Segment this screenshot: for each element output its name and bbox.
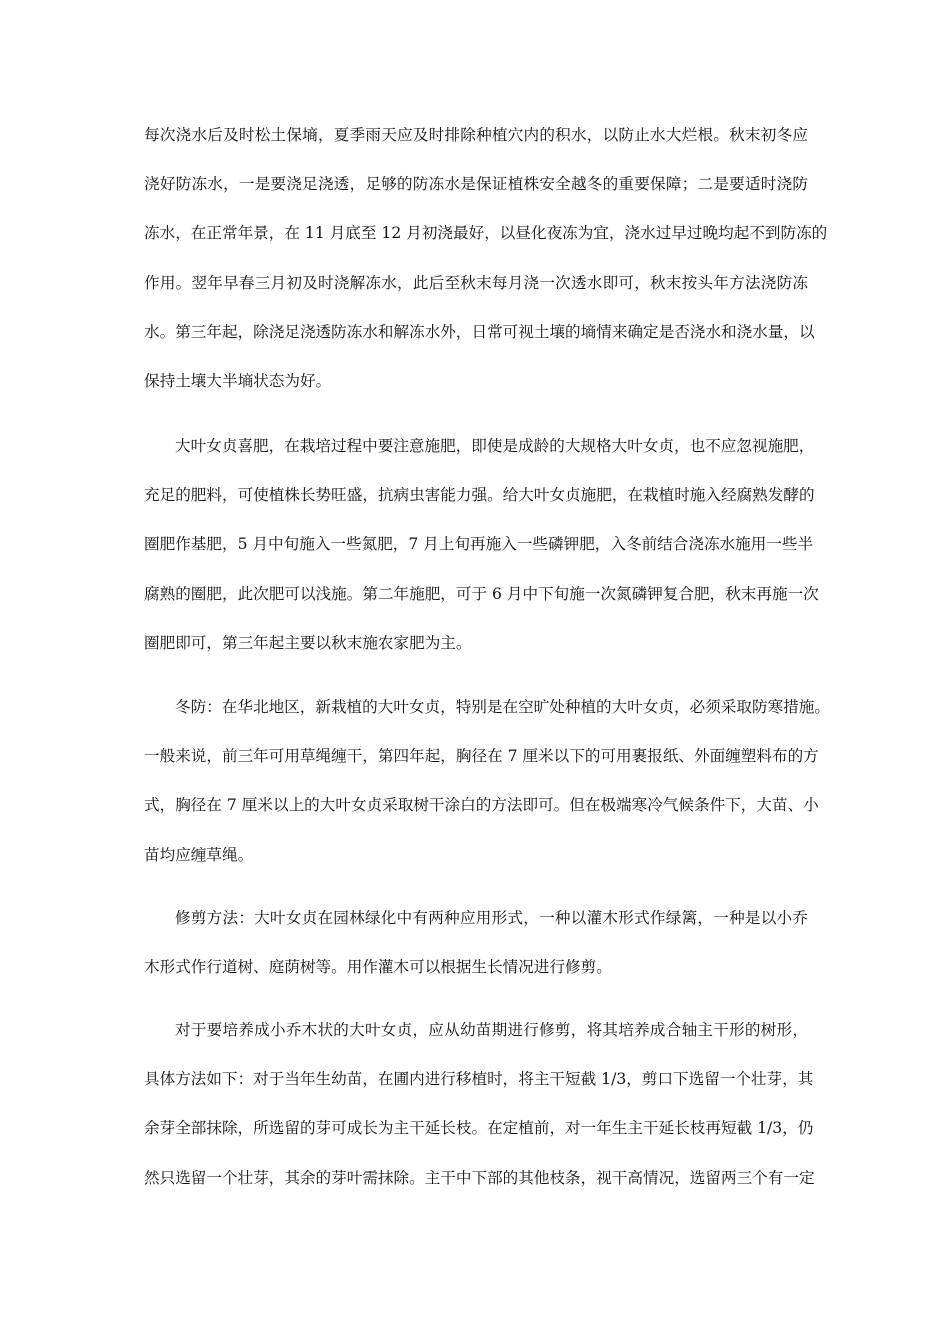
paragraph-line: 圈肥作基肥，5 月中旬施入一些氮肥，7 月上旬再施入一些磷钾肥，入冬前结合浇冻水施用一些半 bbox=[144, 535, 814, 554]
paragraph-watering bbox=[144, 111, 828, 406]
paragraph-line: 具体方法如下：对于当年生幼苗，在圃内进行移植时，将主干短截 1/3，剪口下选留一个壮芽，其 bbox=[144, 1070, 814, 1089]
paragraph-line: 余芽全部抹除，所选留的芽可成长为主干延长枝。在定植前，对一年生主干延长枝再短截 1/3，仍 bbox=[144, 1119, 814, 1138]
paragraph-line: 冬防：在华北地区，新栽植的大叶女贞，特别是在空旷处种植的大叶女贞，必须采取防寒措施。 bbox=[175, 698, 830, 716]
paragraph-line: 一般来说，前三年可用草绳缠干，第四年起，胸径在 7 厘米以下的可用裹报纸、外面缠塑料布的方 bbox=[144, 747, 819, 766]
paragraph-line: 苗均应缠草绳。 bbox=[144, 845, 254, 864]
paragraph-line: 充足的肥料，可使植株长势旺盛，抗病虫害能力强。给大叶女贞施肥，在栽植时施入经腐熟发酵的 bbox=[144, 486, 815, 505]
paragraph-winter-protection bbox=[144, 683, 830, 880]
paragraph-small-tree-pruning bbox=[144, 1006, 815, 1203]
paragraph-line: 每次浇水后及时松土保墒，夏季雨天应及时排除种植穴内的积水，以防止水大烂根。秋末初冬应 bbox=[144, 126, 808, 144]
paragraph-line: 式，胸径在 7 厘米以上的大叶女贞采取树干涂白的方法即可。但在极端寒冷气候条件下，大苗、小 bbox=[144, 796, 819, 815]
paragraph-line: 修剪方法：大叶女贞在园林绿化中有两种应用形式，一种以灌木形式作绿篱，一种是以小乔 bbox=[175, 909, 808, 927]
paragraph-line: 作用。翌年早春三月初及时浇解冻水，此后至秋末每月浇一次透水即可，秋末按头年方法浇防冻 bbox=[144, 273, 808, 292]
paragraph-line: 然只选留一个壮芽，其余的芽叶需抹除。主干中下部的其他枝条，视干高情况，选留两三个有一定 bbox=[144, 1168, 815, 1187]
paragraph-line: 木形式作行道树、庭荫树等。用作灌木可以根据生长情况进行修剪。 bbox=[144, 958, 612, 977]
paragraph-line: 水。第三年起，除浇足浇透防冻水和解冻水外，日常可视土壤的墒情来确定是否浇水和浇水量，以 bbox=[144, 322, 815, 341]
paragraph-fertilizing bbox=[144, 422, 819, 668]
paragraph-line: 冻水，在正常年景，在 11 月底至 12 月初浇最好，以昼化夜冻为宜，浇水过早过晚均起不到防冻的 bbox=[144, 224, 828, 243]
paragraph-line: 浇好防冻水，一是要浇足浇透，足够的防冻水是保证植株安全越冬的重要保障；二是要适时浇防 bbox=[144, 175, 808, 194]
paragraph-line: 对于要培养成小乔木状的大叶女贞，应从幼苗期进行修剪，将其培养成合轴主干形的树形， bbox=[175, 1021, 808, 1039]
paragraph-line: 腐熟的圈肥，此次肥可以浅施。第二年施肥，可于 6 月中下旬施一次氮磷钾复合肥，秋末再施一次 bbox=[144, 584, 819, 603]
paragraph-line: 大叶女贞喜肥，在栽培过程中要注意施肥，即使是成龄的大规格大叶女贞，也不应忽视施肥， bbox=[175, 437, 815, 455]
paragraph-line: 圈肥即可，第三年起主要以秋末施农家肥为主。 bbox=[144, 633, 472, 652]
paragraph-line: 保持土壤大半墒状态为好。 bbox=[144, 371, 332, 390]
paragraph-pruning-methods bbox=[144, 894, 808, 992]
